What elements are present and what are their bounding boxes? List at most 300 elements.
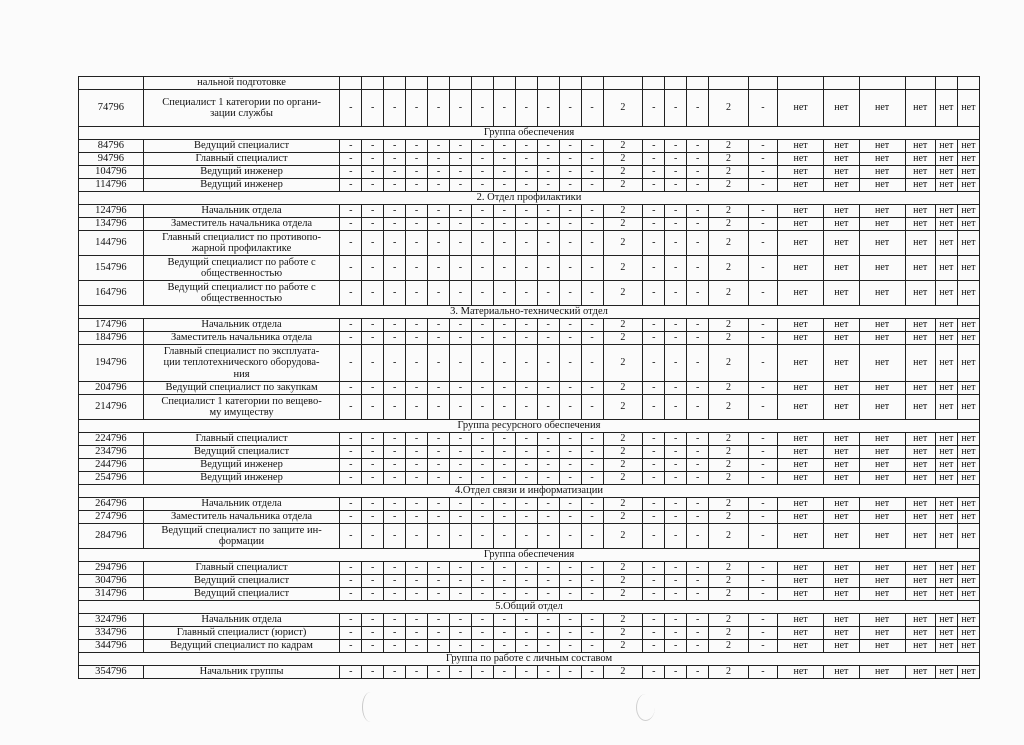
value-cell: 2 xyxy=(603,588,643,601)
value-cell: - xyxy=(493,281,515,306)
value-cell: - xyxy=(384,319,406,332)
value-cell: - xyxy=(748,575,777,588)
value-cell: 2 xyxy=(709,166,749,179)
value-cell xyxy=(428,77,450,90)
value-cell: - xyxy=(687,627,709,640)
value-cell: - xyxy=(362,166,384,179)
value-cell: - xyxy=(493,179,515,192)
value-cell: нет xyxy=(859,332,905,345)
value-cell: нет xyxy=(859,153,905,166)
value-cell: - xyxy=(748,588,777,601)
value-cell: - xyxy=(471,382,493,395)
value-cell: - xyxy=(537,511,559,524)
value-cell: нет xyxy=(778,640,824,653)
value-cell: нет xyxy=(778,332,824,345)
value-cell: нет xyxy=(935,575,957,588)
value-cell: - xyxy=(537,472,559,485)
position-name: Ведущий специалист по защите ин- формации xyxy=(143,524,340,549)
position-code: 334796 xyxy=(79,627,144,640)
value-cell: нет xyxy=(859,588,905,601)
value-cell: - xyxy=(687,319,709,332)
value-cell: 2 xyxy=(709,395,749,420)
value-cell: - xyxy=(449,319,471,332)
value-cell: нет xyxy=(778,256,824,281)
value-cell: - xyxy=(515,231,537,256)
value-cell: - xyxy=(581,256,603,281)
value-cell: - xyxy=(493,345,515,382)
value-cell: - xyxy=(559,614,581,627)
value-cell: - xyxy=(471,281,493,306)
table-row xyxy=(79,256,980,281)
value-cell: нет xyxy=(935,218,957,231)
value-cell: - xyxy=(384,345,406,382)
value-cell: - xyxy=(384,562,406,575)
value-cell: - xyxy=(515,179,537,192)
value-cell: - xyxy=(559,459,581,472)
value-cell: - xyxy=(406,382,428,395)
value-cell: нет xyxy=(824,459,860,472)
value-cell: нет xyxy=(957,640,979,653)
table-row xyxy=(79,77,980,90)
value-cell: - xyxy=(449,575,471,588)
value-cell: - xyxy=(406,205,428,218)
value-cell: нет xyxy=(905,140,935,153)
table-row xyxy=(79,640,980,653)
section-row xyxy=(79,192,980,205)
value-cell: - xyxy=(384,666,406,679)
value-cell: - xyxy=(428,511,450,524)
position-name: Ведущий инженер xyxy=(143,472,340,485)
value-cell: - xyxy=(748,666,777,679)
position-code: 94796 xyxy=(79,153,144,166)
value-cell: 2 xyxy=(709,627,749,640)
value-cell: - xyxy=(362,575,384,588)
value-cell: 2 xyxy=(603,472,643,485)
value-cell: - xyxy=(643,281,665,306)
value-cell: - xyxy=(581,90,603,127)
value-cell: - xyxy=(471,153,493,166)
value-cell: - xyxy=(665,524,687,549)
value-cell: - xyxy=(362,446,384,459)
value-cell: - xyxy=(665,614,687,627)
value-cell: - xyxy=(493,498,515,511)
value-cell: - xyxy=(384,231,406,256)
value-cell: нет xyxy=(824,588,860,601)
value-cell: - xyxy=(559,90,581,127)
value-cell: - xyxy=(340,666,362,679)
value-cell: нет xyxy=(935,153,957,166)
value-cell: - xyxy=(428,205,450,218)
value-cell: - xyxy=(643,90,665,127)
value-cell: - xyxy=(493,256,515,281)
value-cell: - xyxy=(406,319,428,332)
value-cell: - xyxy=(665,446,687,459)
value-cell: - xyxy=(471,562,493,575)
value-cell: - xyxy=(406,446,428,459)
value-cell: нет xyxy=(957,562,979,575)
value-cell: - xyxy=(406,562,428,575)
table-row xyxy=(79,218,980,231)
value-cell: - xyxy=(515,218,537,231)
value-cell: - xyxy=(748,640,777,653)
value-cell: - xyxy=(340,153,362,166)
value-cell: - xyxy=(471,614,493,627)
value-cell: - xyxy=(687,332,709,345)
value-cell: 2 xyxy=(603,345,643,382)
value-cell: - xyxy=(581,332,603,345)
value-cell: нет xyxy=(859,345,905,382)
value-cell: нет xyxy=(935,459,957,472)
table-row xyxy=(79,562,980,575)
value-cell: нет xyxy=(935,627,957,640)
scan-mark xyxy=(636,694,655,721)
value-cell: нет xyxy=(859,498,905,511)
value-cell: нет xyxy=(935,498,957,511)
table-row xyxy=(79,459,980,472)
value-cell: - xyxy=(406,218,428,231)
value-cell: - xyxy=(748,459,777,472)
value-cell: - xyxy=(362,433,384,446)
value-cell: - xyxy=(493,382,515,395)
value-cell xyxy=(471,77,493,90)
value-cell: нет xyxy=(935,281,957,306)
table-row xyxy=(79,281,980,306)
value-cell: - xyxy=(665,640,687,653)
value-cell: нет xyxy=(957,433,979,446)
value-cell: нет xyxy=(824,205,860,218)
value-cell: - xyxy=(665,498,687,511)
value-cell: - xyxy=(471,205,493,218)
value-cell: - xyxy=(449,511,471,524)
value-cell: - xyxy=(687,588,709,601)
value-cell: - xyxy=(687,666,709,679)
value-cell: - xyxy=(748,256,777,281)
value-cell: нет xyxy=(778,140,824,153)
value-cell: нет xyxy=(859,524,905,549)
value-cell: нет xyxy=(905,627,935,640)
value-cell xyxy=(665,77,687,90)
value-cell: 2 xyxy=(603,511,643,524)
value-cell: - xyxy=(362,382,384,395)
position-code: 354796 xyxy=(79,666,144,679)
value-cell: - xyxy=(362,205,384,218)
table-row xyxy=(79,614,980,627)
value-cell: нет xyxy=(957,205,979,218)
value-cell: - xyxy=(748,472,777,485)
value-cell: 2 xyxy=(603,218,643,231)
table-row xyxy=(79,231,980,256)
value-cell: 2 xyxy=(709,588,749,601)
value-cell: - xyxy=(449,588,471,601)
value-cell: - xyxy=(643,179,665,192)
value-cell: нет xyxy=(824,332,860,345)
value-cell: - xyxy=(428,90,450,127)
value-cell: - xyxy=(515,319,537,332)
value-cell: 2 xyxy=(709,256,749,281)
value-cell: - xyxy=(384,524,406,549)
value-cell: - xyxy=(665,627,687,640)
position-code: 224796 xyxy=(79,433,144,446)
value-cell: - xyxy=(665,319,687,332)
position-code: 164796 xyxy=(79,281,144,306)
value-cell: нет xyxy=(859,640,905,653)
value-cell: нет xyxy=(859,319,905,332)
value-cell: - xyxy=(362,640,384,653)
value-cell: - xyxy=(362,319,384,332)
value-cell: - xyxy=(493,459,515,472)
value-cell xyxy=(957,77,979,90)
value-cell: - xyxy=(559,640,581,653)
value-cell: - xyxy=(537,90,559,127)
value-cell: - xyxy=(537,281,559,306)
value-cell: - xyxy=(687,562,709,575)
position-code: 134796 xyxy=(79,218,144,231)
position-name: Заместитель начальника отдела xyxy=(143,332,340,345)
value-cell: - xyxy=(428,153,450,166)
value-cell: - xyxy=(748,395,777,420)
value-cell: 2 xyxy=(709,319,749,332)
value-cell: нет xyxy=(905,319,935,332)
value-cell: - xyxy=(471,627,493,640)
section-row xyxy=(79,653,980,666)
value-cell: - xyxy=(449,140,471,153)
value-cell: нет xyxy=(957,666,979,679)
position-name: Ведущий специалист xyxy=(143,575,340,588)
position-code: 84796 xyxy=(79,140,144,153)
value-cell: - xyxy=(384,459,406,472)
value-cell: 2 xyxy=(709,140,749,153)
value-cell: - xyxy=(384,575,406,588)
value-cell: 2 xyxy=(709,524,749,549)
value-cell: нет xyxy=(957,382,979,395)
value-cell: - xyxy=(428,614,450,627)
value-cell: - xyxy=(643,666,665,679)
value-cell: нет xyxy=(778,524,824,549)
value-cell: 2 xyxy=(709,332,749,345)
value-cell: 2 xyxy=(603,524,643,549)
value-cell: - xyxy=(340,459,362,472)
value-cell: - xyxy=(687,218,709,231)
value-cell: нет xyxy=(859,395,905,420)
value-cell: - xyxy=(537,498,559,511)
value-cell: - xyxy=(515,332,537,345)
value-cell: нет xyxy=(824,524,860,549)
value-cell: - xyxy=(493,562,515,575)
value-cell: нет xyxy=(905,395,935,420)
value-cell: - xyxy=(581,524,603,549)
value-cell: нет xyxy=(957,446,979,459)
value-cell: - xyxy=(384,256,406,281)
value-cell: - xyxy=(537,218,559,231)
value-cell: - xyxy=(340,205,362,218)
value-cell: - xyxy=(581,153,603,166)
value-cell: нет xyxy=(905,433,935,446)
value-cell: - xyxy=(559,524,581,549)
value-cell: - xyxy=(748,498,777,511)
value-cell: нет xyxy=(778,472,824,485)
value-cell: - xyxy=(362,231,384,256)
value-cell: - xyxy=(643,319,665,332)
value-cell: - xyxy=(687,345,709,382)
value-cell: - xyxy=(515,433,537,446)
value-cell: - xyxy=(428,498,450,511)
value-cell: - xyxy=(537,459,559,472)
value-cell: - xyxy=(643,498,665,511)
value-cell: нет xyxy=(957,166,979,179)
value-cell xyxy=(581,77,603,90)
value-cell: - xyxy=(449,627,471,640)
value-cell: - xyxy=(362,332,384,345)
value-cell: - xyxy=(581,562,603,575)
value-cell: нет xyxy=(778,614,824,627)
value-cell: - xyxy=(515,640,537,653)
value-cell: нет xyxy=(957,524,979,549)
value-cell: - xyxy=(384,332,406,345)
value-cell: - xyxy=(340,231,362,256)
value-cell: - xyxy=(406,588,428,601)
value-cell: - xyxy=(643,627,665,640)
value-cell: - xyxy=(340,319,362,332)
value-cell: - xyxy=(559,666,581,679)
position-name: Главный специалист xyxy=(143,433,340,446)
value-cell: - xyxy=(665,395,687,420)
value-cell: - xyxy=(559,218,581,231)
value-cell: - xyxy=(340,614,362,627)
value-cell: - xyxy=(362,627,384,640)
position-code: 104796 xyxy=(79,166,144,179)
position-name: Главный специалист по эксплуата- ции теплотехнического оборудова- ния xyxy=(143,345,340,382)
section-title: Группа обеспечения xyxy=(79,127,980,140)
value-cell: - xyxy=(362,562,384,575)
value-cell: - xyxy=(581,433,603,446)
value-cell xyxy=(905,77,935,90)
value-cell: нет xyxy=(957,395,979,420)
value-cell: - xyxy=(559,166,581,179)
position-name: Заместитель начальника отдела xyxy=(143,218,340,231)
value-cell: - xyxy=(471,395,493,420)
value-cell: нет xyxy=(778,90,824,127)
value-cell: - xyxy=(537,140,559,153)
value-cell: - xyxy=(687,231,709,256)
value-cell: - xyxy=(384,395,406,420)
value-cell: - xyxy=(428,382,450,395)
value-cell: - xyxy=(581,627,603,640)
value-cell: - xyxy=(384,640,406,653)
value-cell: 2 xyxy=(603,666,643,679)
value-cell: нет xyxy=(778,382,824,395)
value-cell: - xyxy=(406,281,428,306)
value-cell: - xyxy=(515,345,537,382)
position-name: Заместитель начальника отдела xyxy=(143,511,340,524)
section-row xyxy=(79,549,980,562)
value-cell: нет xyxy=(905,666,935,679)
value-cell: 2 xyxy=(603,382,643,395)
value-cell: - xyxy=(665,332,687,345)
value-cell: - xyxy=(515,614,537,627)
value-cell: нет xyxy=(824,218,860,231)
value-cell: - xyxy=(428,627,450,640)
value-cell: нет xyxy=(859,90,905,127)
position-name: Ведущий специалист по работе с общественностью xyxy=(143,256,340,281)
value-cell: - xyxy=(362,153,384,166)
value-cell: нет xyxy=(935,140,957,153)
value-cell: - xyxy=(384,614,406,627)
value-cell: - xyxy=(340,498,362,511)
value-cell: - xyxy=(537,153,559,166)
value-cell: - xyxy=(643,395,665,420)
value-cell: - xyxy=(493,319,515,332)
value-cell: нет xyxy=(905,575,935,588)
position-code: 244796 xyxy=(79,459,144,472)
value-cell: - xyxy=(449,153,471,166)
position-code: 314796 xyxy=(79,588,144,601)
value-cell: нет xyxy=(778,459,824,472)
value-cell: нет xyxy=(957,588,979,601)
value-cell: нет xyxy=(824,319,860,332)
section-row xyxy=(79,306,980,319)
value-cell: - xyxy=(643,345,665,382)
value-cell: нет xyxy=(905,218,935,231)
value-cell: 2 xyxy=(709,575,749,588)
value-cell: - xyxy=(665,472,687,485)
value-cell: нет xyxy=(859,627,905,640)
value-cell: - xyxy=(340,90,362,127)
value-cell: - xyxy=(643,433,665,446)
value-cell: - xyxy=(428,332,450,345)
value-cell: - xyxy=(581,395,603,420)
value-cell: нет xyxy=(905,446,935,459)
value-cell: - xyxy=(559,575,581,588)
position-name: Ведущий специалист xyxy=(143,446,340,459)
value-cell: 2 xyxy=(603,575,643,588)
value-cell: - xyxy=(581,166,603,179)
value-cell: - xyxy=(384,205,406,218)
position-code: 324796 xyxy=(79,614,144,627)
value-cell: - xyxy=(643,256,665,281)
value-cell: нет xyxy=(905,256,935,281)
section-row xyxy=(79,420,980,433)
position-name: Ведущий специалист по кадрам xyxy=(143,640,340,653)
value-cell: нет xyxy=(824,627,860,640)
value-cell: - xyxy=(493,395,515,420)
value-cell: нет xyxy=(824,511,860,524)
value-cell xyxy=(515,77,537,90)
value-cell: - xyxy=(537,446,559,459)
value-cell: - xyxy=(748,140,777,153)
value-cell: 2 xyxy=(709,614,749,627)
value-cell: - xyxy=(581,140,603,153)
position-name: Главный специалист по противопо- жарной профилактике xyxy=(143,231,340,256)
position-name: Ведущий инженер xyxy=(143,166,340,179)
value-cell: - xyxy=(362,459,384,472)
value-cell: - xyxy=(428,575,450,588)
value-cell: нет xyxy=(824,179,860,192)
position-code: 264796 xyxy=(79,498,144,511)
value-cell: нет xyxy=(778,446,824,459)
value-cell: - xyxy=(643,231,665,256)
value-cell: нет xyxy=(905,562,935,575)
value-cell: - xyxy=(493,332,515,345)
value-cell: нет xyxy=(824,256,860,281)
value-cell: - xyxy=(406,511,428,524)
value-cell: - xyxy=(665,90,687,127)
value-cell: - xyxy=(384,511,406,524)
value-cell: - xyxy=(493,231,515,256)
value-cell: - xyxy=(515,90,537,127)
value-cell: - xyxy=(428,179,450,192)
table-row xyxy=(79,90,980,127)
value-cell: - xyxy=(515,382,537,395)
